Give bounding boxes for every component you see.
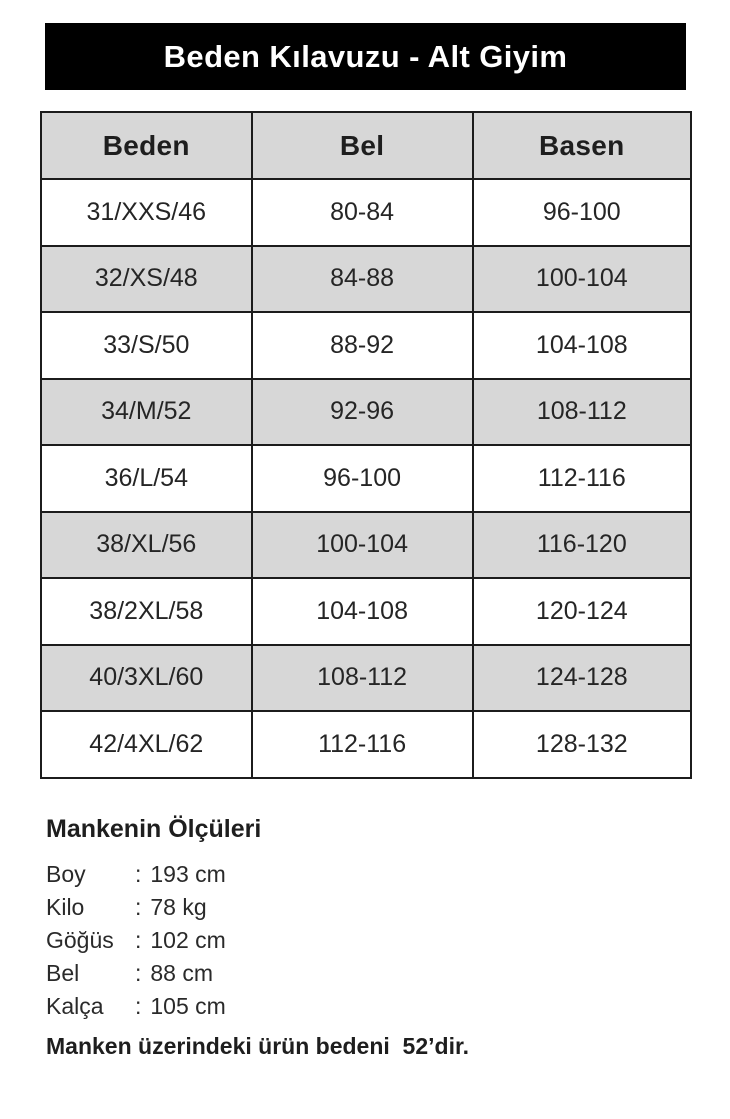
size-cell: 40/3XL/60 [41,645,252,712]
basen-cell: 108-112 [473,379,691,446]
measurement-label: Bel [46,959,80,986]
basen-cell: 96-100 [473,179,691,246]
table-row [41,246,691,313]
size-cell: 42/4XL/62 [41,711,252,778]
measurement-value: 102 cm [150,926,226,953]
table-row [41,445,691,512]
size-cell: 38/XL/56 [41,512,252,579]
bel-cell: 96-100 [252,445,473,512]
measurement-row [46,990,730,1023]
mannequin-heading: Mankenin Ölçüleri [46,814,262,843]
basen-cell: 124-128 [473,645,691,712]
measurement-colon: : [135,860,142,887]
size-cell: 32/XS/48 [41,246,252,313]
size-cell: 31/XXS/46 [41,179,252,246]
product-size-note: Manken üzerindeki ürün bedeni 52’dir. [46,1032,470,1059]
bel-cell: 92-96 [252,379,473,446]
table-row [41,512,691,579]
size-guide-page [0,23,730,1060]
size-cell: 34/M/52 [41,379,252,446]
title-bar [45,23,686,90]
bel-cell: 88-92 [252,312,473,379]
table-row [41,179,691,246]
table-row [41,645,691,712]
measurement-value: 78 kg [150,893,207,920]
measurement-row [46,924,730,957]
measurement-row [46,891,730,924]
size-cell: 36/L/54 [41,445,252,512]
measurement-label: Kalça [46,992,104,1019]
column-header-basen: Basen [473,112,691,179]
table-row [41,711,691,778]
measurement-row [46,858,730,891]
measurement-row [46,957,730,990]
measurement-value: 88 cm [150,959,214,986]
bel-cell: 84-88 [252,246,473,313]
basen-cell: 128-132 [473,711,691,778]
measurement-label: Boy [46,860,86,887]
bel-cell: 80-84 [252,179,473,246]
page-title: Beden Kılavuzu - Alt Giyim [163,38,568,74]
measurement-label: Kilo [46,893,85,920]
measurement-colon: : [135,959,142,986]
measurement-colon: : [135,992,142,1019]
size-chart-table [40,111,692,779]
basen-cell: 104-108 [473,312,691,379]
table-row [41,312,691,379]
size-cell: 38/2XL/58 [41,578,252,645]
measurement-value: 105 cm [150,992,226,1019]
size-cell: 33/S/50 [41,312,252,379]
bel-cell: 112-116 [252,711,473,778]
basen-cell: 116-120 [473,512,691,579]
measurement-label: Göğüs [46,926,114,953]
mannequin-measurements [46,815,730,1060]
bel-cell: 100-104 [252,512,473,579]
measurement-colon: : [135,893,142,920]
table-row [41,379,691,446]
table-row [41,578,691,645]
basen-cell: 112-116 [473,445,691,512]
basen-cell: 100-104 [473,246,691,313]
measurement-colon: : [135,926,142,953]
bel-cell: 104-108 [252,578,473,645]
column-header-beden: Beden [41,112,252,179]
bel-cell: 108-112 [252,645,473,712]
header-row [41,112,691,179]
measurement-value: 193 cm [150,860,226,887]
basen-cell: 120-124 [473,578,691,645]
column-header-bel: Bel [252,112,473,179]
